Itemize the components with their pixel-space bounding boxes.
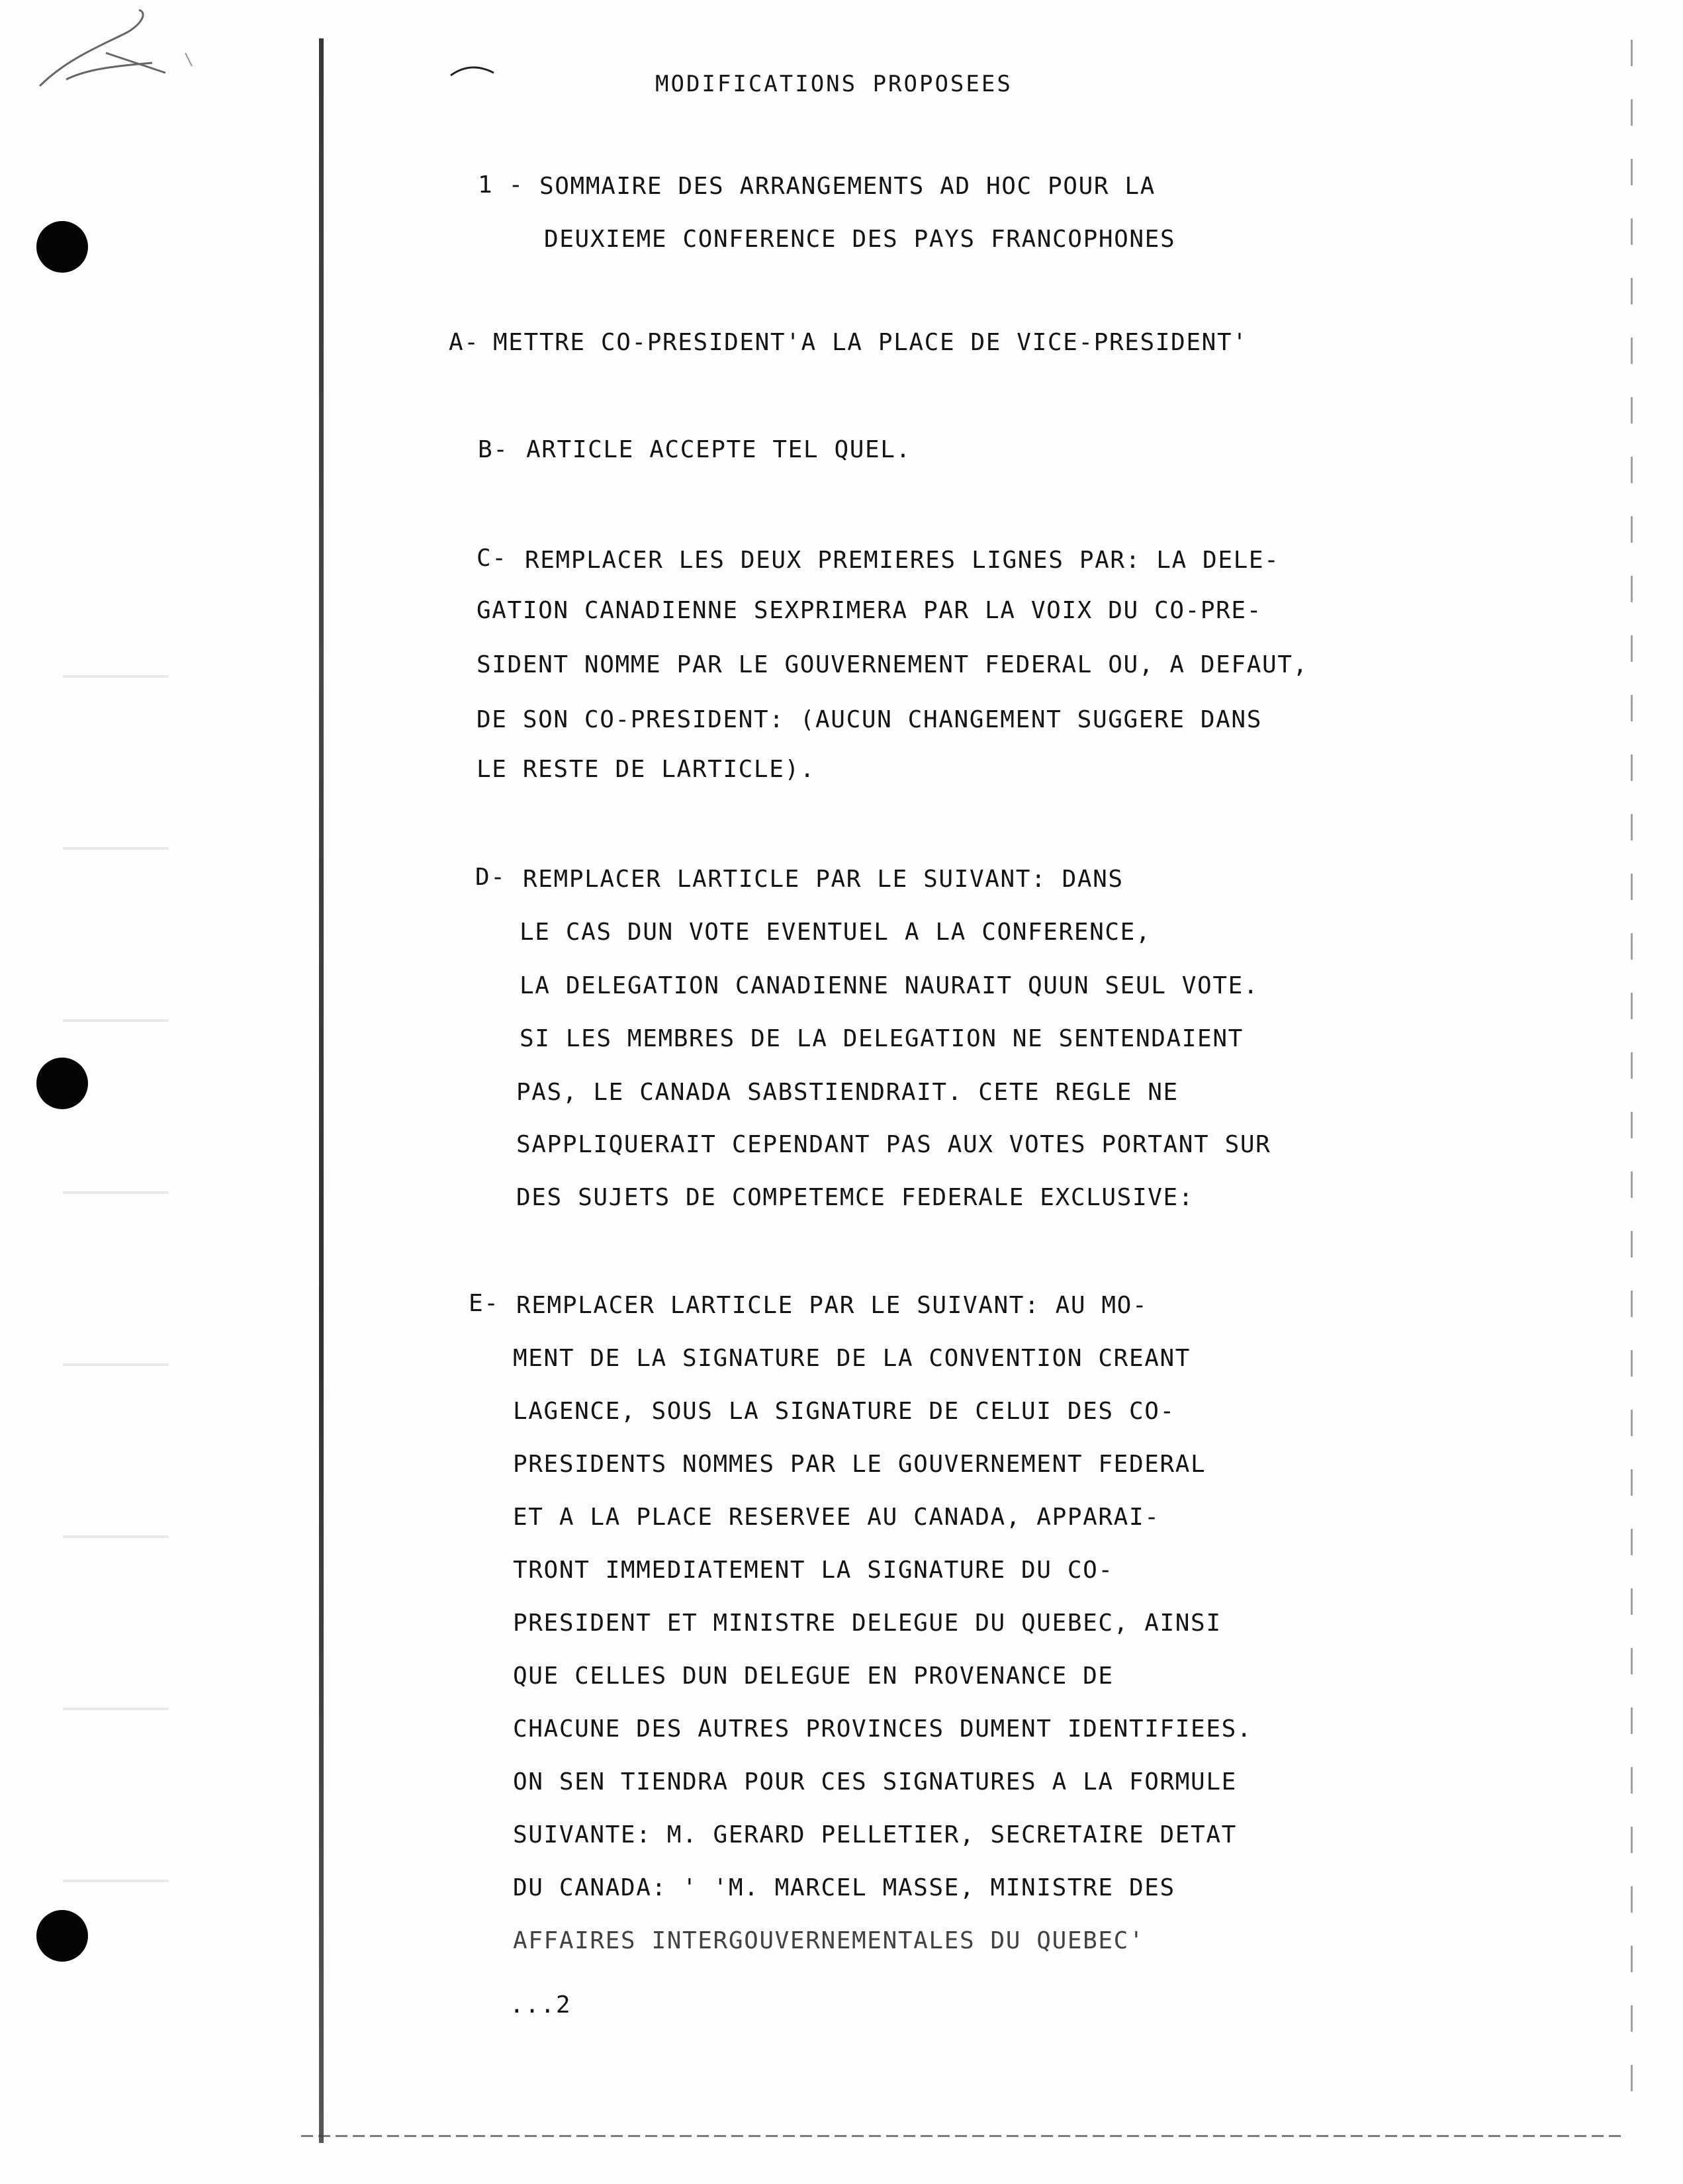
item-e-line: DU CANADA: ' 'M. MARCEL MASSE, MINISTRE DES (513, 1874, 1175, 1901)
item-a-line: METTRE CO-PRESIDENT'A LA PLACE DE VICE-PRESIDENT' (493, 329, 1248, 356)
punch-hole-top (36, 221, 88, 273)
punch-hole-bottom (36, 1910, 88, 1962)
item-e-line: SUIVANTE: M. GERARD PELLETIER, SECRETAIRE DETAT (513, 1821, 1237, 1848)
item-c-line: DE SON CO-PRESIDENT: (AUCUN CHANGEMENT SUGGERE DANS (477, 706, 1262, 733)
page-continuation: ...2 (510, 1991, 572, 2019)
item-e-line: REMPLACER LARTICLE PAR LE SUIVANT: AU MO- (516, 1292, 1148, 1319)
scan-specks (63, 596, 169, 2052)
ink-arc-mark-icon (447, 61, 500, 81)
item-label-d: D- (475, 864, 506, 891)
section-heading-line: DEUXIEME CONFERENCE DES PAYS FRANCOPHONES (544, 226, 1176, 253)
item-e-line: LAGENCE, SOUS LA SIGNATURE DE CELUI DES CO- (513, 1398, 1175, 1425)
item-label-a: A- (449, 329, 480, 356)
right-edge-shadow (1631, 40, 1633, 2124)
item-label-b: B- (478, 436, 509, 463)
item-e-line: AFFAIRES INTERGOUVERNEMENTALES DU QUEBEC' (513, 1927, 1145, 1954)
item-e-line: ET A LA PLACE RESERVEE AU CANADA, APPARAI- (513, 1504, 1160, 1531)
item-d-line: PAS, LE CANADA SABSTIENDRAIT. CETE REGLE NE (516, 1079, 1179, 1106)
item-label-c: C- (477, 545, 508, 572)
item-e-line: QUE CELLES DUN DELEGUE EN PROVENANCE DE (513, 1662, 1114, 1690)
document-title: MODIFICATIONS PROPOSEES (655, 71, 1013, 97)
item-e-line: TRONT IMMEDIATEMENT LA SIGNATURE DU CO- (513, 1557, 1114, 1584)
item-e-line: MENT DE LA SIGNATURE DE LA CONVENTION CREANT (513, 1345, 1191, 1372)
item-d-line: LE CAS DUN VOTE EVENTUEL A LA CONFERENCE, (520, 919, 1152, 946)
item-d-line: REMPLACER LARTICLE PAR LE SUIVANT: DANS (523, 866, 1124, 893)
section-heading-line: SOMMAIRE DES ARRANGEMENTS AD HOC POUR LA (539, 173, 1156, 200)
bottom-edge-shadow (301, 2135, 1625, 2137)
handwritten-scribble-icon (26, 7, 225, 113)
item-e-line: ON SEN TIENDRA POUR CES SIGNATURES A LA FORMULE (513, 1768, 1237, 1796)
item-c-line: REMPLACER LES DEUX PREMIERES LIGNES PAR: LA DELE- (525, 547, 1280, 574)
item-c-line: GATION CANADIENNE SEXPRIMERA PAR LA VOIX DU CO-PRE- (477, 597, 1262, 624)
item-e-line: CHACUNE DES AUTRES PROVINCES DUMENT IDENTIFIEES. (513, 1715, 1253, 1743)
item-d-line: SAPPLIQUERAIT CEPENDANT PAS AUX VOTES PORTANT SUR (516, 1131, 1271, 1158)
item-d-line: SI LES MEMBRES DE LA DELEGATION NE SENTENDAIENT (520, 1025, 1244, 1052)
item-b-line: ARTICLE ACCEPTE TEL QUEL. (526, 436, 911, 463)
left-margin-rule (319, 38, 324, 2143)
section-number: 1 - (478, 171, 524, 199)
item-c-line: LE RESTE DE LARTICLE). (477, 756, 816, 783)
item-e-line: PRESIDENTS NOMMES PAR LE GOUVERNEMENT FEDERAL (513, 1451, 1206, 1478)
item-d-line: LA DELEGATION CANADIENNE NAURAIT QUUN SEUL VOTE. (520, 972, 1259, 999)
punch-hole-middle (36, 1058, 88, 1109)
item-d-line: DES SUJETS DE COMPETEMCE FEDERALE EXCLUSIVE: (516, 1184, 1195, 1211)
item-c-line: SIDENT NOMME PAR LE GOUVERNEMENT FEDERAL OU, A DEFAUT, (477, 651, 1308, 678)
item-e-line: PRESIDENT ET MINISTRE DELEGUE DU QUEBEC, AINSI (513, 1610, 1222, 1637)
item-label-e: E- (469, 1290, 500, 1317)
